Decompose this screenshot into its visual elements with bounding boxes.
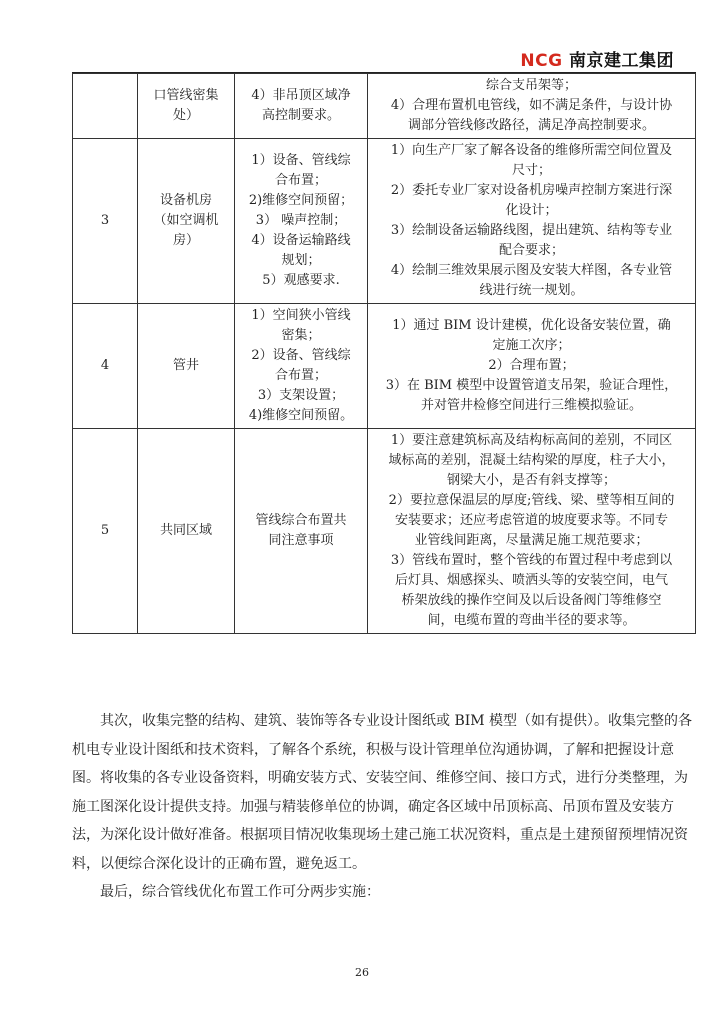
requirements-cell bbox=[235, 429, 368, 634]
solutions-line: 1）通过 BIM 设计建模，优化设备安装位置，确 bbox=[392, 318, 671, 333]
paragraph: 其次，收集完整的结构、建筑、装饰等各专业设计图纸或 BIM 模型（如有提供）。收集完整的各机电专业设计图纸和技术资料，了解各个系统，积极与设计管理单位沟通协调，了解和把握设计意图。将收集的各专业设备资料，明确安装方式、安装空间、维修空间、接口方式，进行分类整理，为施工图深化设计提供支持。加强与精装修单位的协调，确定各区域中吊顶标高、吊顶布置及安装方法，为深化设计做好准备。根据项目情况收集现场土建己施工状况资料，重点是土建预留预埋情况资料，以便综合深化设计的正确布置，避免返工。 bbox=[72, 713, 693, 872]
solutions-line: 线进行统一规划。 bbox=[479, 283, 584, 298]
solutions-line: 2）合理布置； bbox=[488, 358, 575, 373]
solutions-line: 3）绘制设备运输路线图，提出建筑、结构等专业 bbox=[390, 223, 673, 238]
area-line: 房） bbox=[172, 233, 199, 248]
table-row bbox=[73, 139, 696, 304]
requirements-line: 密集； bbox=[281, 328, 321, 343]
area-cell bbox=[138, 139, 235, 304]
solutions-line: 钢梁大小，是否有斜支撑等； bbox=[446, 473, 616, 488]
requirements-line: 2)维修空间预留； bbox=[248, 193, 354, 208]
page-number: 26 bbox=[355, 966, 369, 979]
area-line: 口管线密集 bbox=[153, 88, 219, 103]
row-number-cell: 5 bbox=[73, 429, 138, 634]
solutions-line: 后灯具、烟感探头、喷洒头等的安装空间，电气 bbox=[394, 573, 668, 588]
solutions-line: 业管线间距离，尽量满足施工规范要求； bbox=[414, 533, 649, 548]
solutions-cell bbox=[368, 429, 696, 634]
solutions-line: 2）要拉意保温层的厚度;管线、梁、壁等相互间的 bbox=[388, 493, 675, 508]
row-number-cell: 4 bbox=[73, 304, 138, 429]
requirements-line: 规划； bbox=[281, 253, 321, 268]
solutions-line: 2）委托专业厂家对设备机房噪声控制方案进行深 bbox=[390, 183, 673, 198]
requirements-line: 5）观感要求. bbox=[262, 273, 340, 288]
table-row bbox=[73, 429, 696, 634]
requirements-line: 1）设备、管线综 bbox=[251, 153, 351, 168]
area-line: 处） bbox=[172, 108, 199, 123]
solutions-line: 4）合理布置机电管线，如不满足条件，与设计协 bbox=[390, 98, 673, 113]
page-header bbox=[520, 46, 674, 71]
table-body bbox=[73, 74, 696, 634]
requirements-cell bbox=[235, 139, 368, 304]
solutions-line: 安装要求；还应考虑管道的坡度要求等。不同专 bbox=[394, 513, 668, 528]
area-cell bbox=[138, 74, 235, 139]
requirements-line: 4)维修空间预留。 bbox=[248, 408, 354, 423]
solutions-line: 综合支吊架等； bbox=[485, 78, 577, 93]
solutions-line: 间，电缆布置的弯曲半径的要求等。 bbox=[427, 613, 636, 628]
solutions-cell bbox=[368, 74, 696, 139]
row-number-cell: 3 bbox=[73, 139, 138, 304]
row-number-cell bbox=[73, 74, 138, 139]
solutions-line: 定施工次序； bbox=[492, 338, 571, 353]
solutions-line: 化设计； bbox=[505, 203, 558, 218]
area-line: 管井 bbox=[172, 358, 199, 373]
solutions-cell bbox=[368, 304, 696, 429]
requirements-line: 4）非吊顶区域净 bbox=[251, 88, 351, 103]
area-cell bbox=[138, 429, 235, 634]
solutions-line: 域标高的差别，混凝土结构梁的厚度，柱子大小， bbox=[388, 453, 675, 468]
solutions-line: 调部分管线修改路径，满足净高控制要求。 bbox=[407, 118, 655, 133]
company-logo-text: NCG bbox=[520, 51, 563, 71]
table-row bbox=[73, 304, 696, 429]
requirements-table bbox=[72, 73, 696, 634]
requirements-line: 同注意事项 bbox=[268, 533, 334, 548]
solutions-line: 1）要注意建筑标高及结构标高间的差别，不同区 bbox=[390, 433, 673, 448]
solutions-line: 3）管线布置时，整个管线的布置过程中考虑到以 bbox=[390, 553, 673, 568]
solutions-line: 4）绘制三维效果展示图及安装大样图，各专业管 bbox=[390, 263, 673, 278]
requirements-line: 3）支架设置； bbox=[257, 388, 345, 403]
solutions-line: 尺寸； bbox=[511, 163, 551, 178]
requirements-cell bbox=[235, 74, 368, 139]
requirements-line: 管线综合布置共 bbox=[255, 513, 347, 528]
solutions-line: 配合要求； bbox=[498, 243, 564, 258]
paragraph: 最后，综合管线优化布置工作可分两步实施： bbox=[72, 884, 380, 900]
solutions-line: 并对管井检修空间进行三维模拟验证。 bbox=[420, 398, 642, 413]
area-line: 设备机房 bbox=[159, 193, 212, 208]
area-line: （如空调机 bbox=[153, 213, 219, 228]
requirements-line: 合布置； bbox=[274, 368, 327, 383]
area-cell bbox=[138, 304, 235, 429]
solutions-line: 1）向生产厂家了解各设备的维修所需空间位置及 bbox=[390, 143, 673, 158]
requirements-line: 合布置； bbox=[274, 173, 327, 188]
body-text bbox=[72, 707, 696, 907]
requirements-cell bbox=[235, 304, 368, 429]
requirements-line: 3） 噪声控制； bbox=[255, 213, 347, 228]
solutions-line: 桥架放线的操作空间及以后设备阀门等维修空 bbox=[401, 593, 662, 608]
requirements-line: 高控制要求。 bbox=[261, 108, 340, 123]
requirements-line: 2）设备、管线综 bbox=[251, 348, 351, 363]
company-name: 南京建工集团 bbox=[569, 51, 674, 71]
area-line: 共同区域 bbox=[159, 523, 212, 538]
requirements-line: 4）设备运输路线 bbox=[251, 233, 351, 248]
requirements-line: 1）空间狭小管线 bbox=[251, 308, 351, 323]
table-row bbox=[73, 74, 696, 139]
solutions-line: 3）在 BIM 模型中设置管道支吊架，验证合理性， bbox=[385, 378, 678, 393]
solutions-cell bbox=[368, 139, 696, 304]
